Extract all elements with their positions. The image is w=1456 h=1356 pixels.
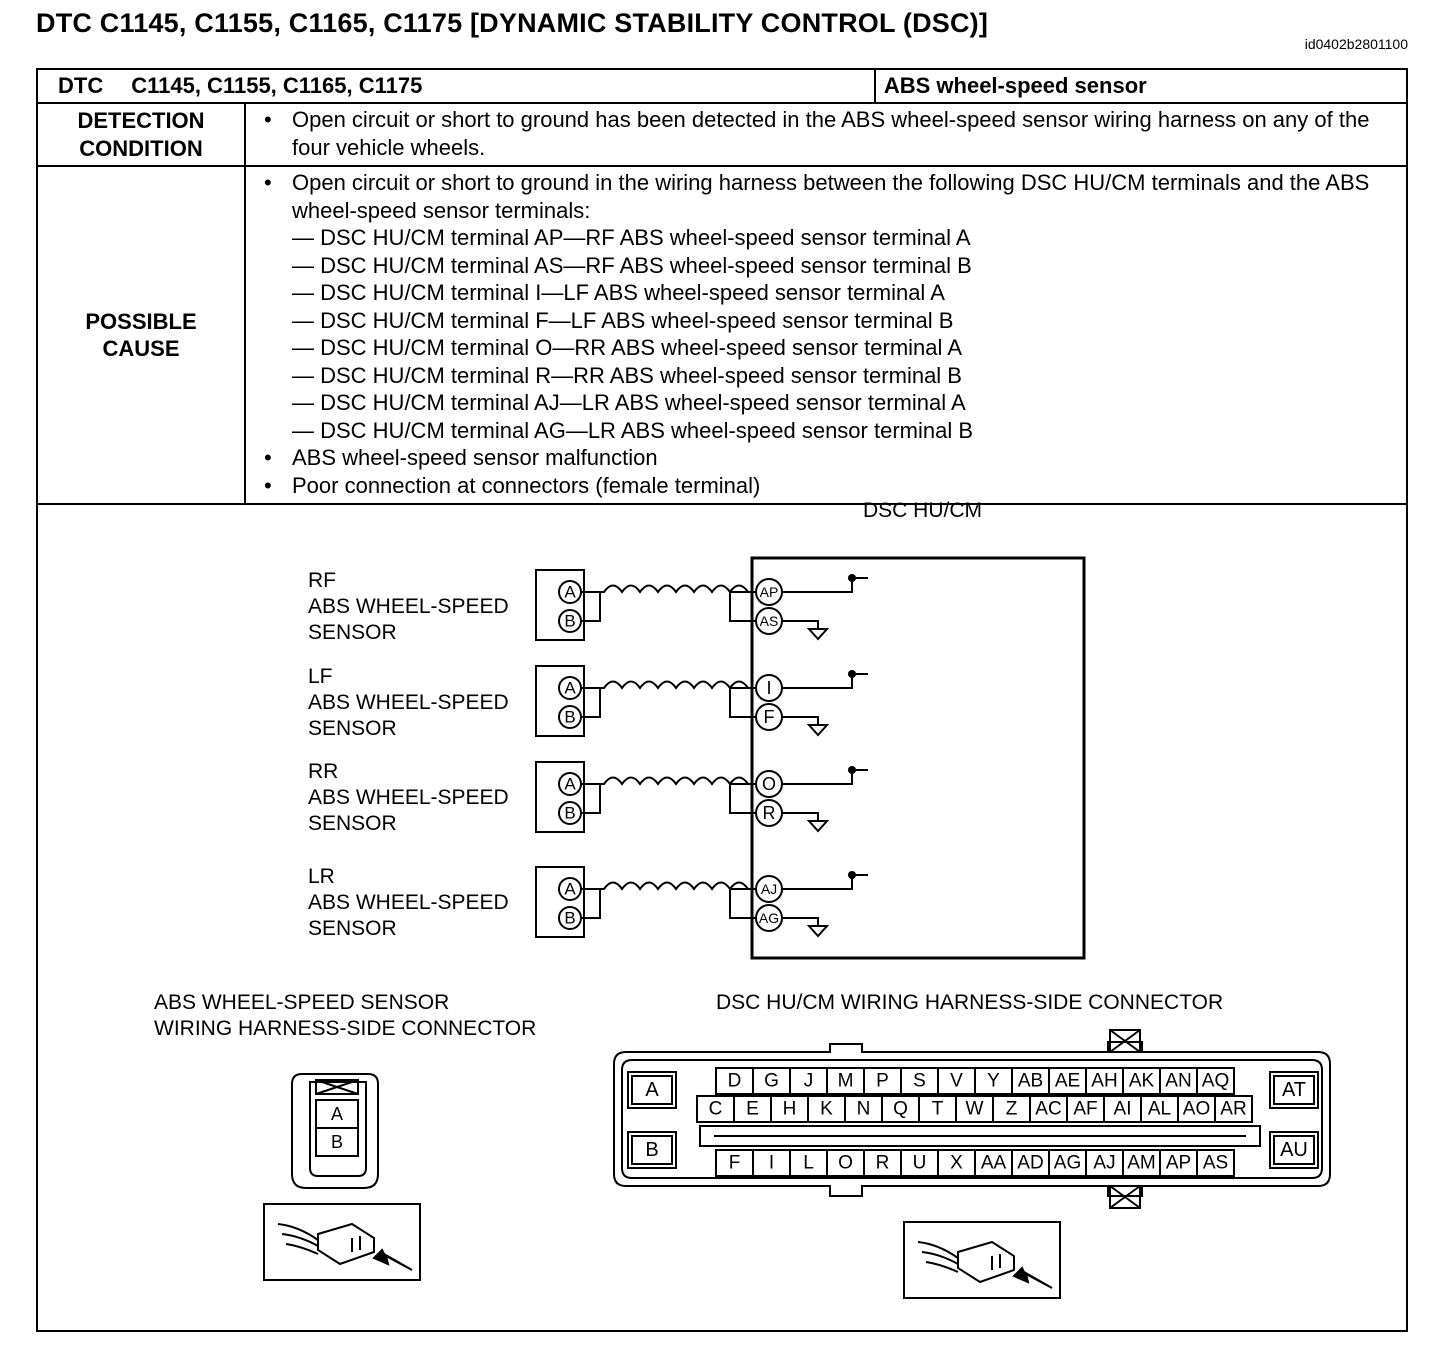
wire-strands-icon — [918, 1242, 958, 1272]
schematic-svg — [38, 506, 1406, 1330]
sensor-type: ABS WHEEL-SPEED — [308, 691, 509, 714]
ground-icon — [809, 926, 827, 936]
module-box — [752, 558, 1084, 958]
sensor-word: SENSOR — [308, 621, 397, 644]
pin-cell-row1-label: S — [913, 1070, 926, 1092]
junction-dot — [848, 766, 856, 774]
twisted-pair-wire — [581, 778, 756, 785]
sensor-type: ABS WHEEL-SPEED — [308, 595, 509, 618]
connector-body-icon — [958, 1242, 1014, 1282]
list-item: — DSC HU/CM terminal AS—RF ABS wheel-speed sensor terminal B — [292, 252, 972, 278]
pin-cell-row1-label: AE — [1054, 1070, 1081, 1092]
pin-cell-row3-label: O — [838, 1152, 853, 1174]
cause-bullet-2: • ABS wheel-speed sensor malfunction — [260, 444, 1396, 472]
sensor-position: RF — [308, 569, 336, 592]
pin-cell-row3-label: AM — [1127, 1152, 1156, 1174]
list-item: — DSC HU/CM terminal R—RR ABS wheel-speed sensor terminal B — [292, 362, 962, 388]
internal-ground-line — [782, 813, 818, 821]
pin-cell-row3-label: F — [728, 1152, 741, 1174]
pin-cell-row2-label: AL — [1147, 1098, 1172, 1120]
pin-cell-row2-label: H — [782, 1098, 797, 1120]
list-item: — DSC HU/CM terminal F—LF ABS wheel-speed sensor terminal B — [292, 307, 954, 333]
detection-label-line2: CONDITION — [79, 135, 203, 161]
sensor-pin-a-label: A — [564, 582, 576, 602]
cause-terminal-list — [292, 224, 1396, 444]
sensor-pin-a-label: A — [564, 678, 576, 698]
module-terminal-a-label: AP — [759, 584, 779, 600]
detection-label-line1: DETECTION — [77, 108, 205, 133]
cause-label-line1: POSSIBLE — [85, 308, 197, 334]
dtc-label: DTC — [58, 73, 104, 98]
internal-ground-line — [782, 621, 818, 629]
sensor-type: ABS WHEEL-SPEED — [308, 891, 509, 914]
cause-label-line2: CAUSE — [102, 336, 180, 361]
document-id: id0402b2801100 — [1304, 36, 1408, 52]
module-terminal-b-label: F — [763, 707, 775, 727]
sensor-pin-b-label: B — [564, 908, 576, 928]
sensor-connector-title-line1: ABS WHEEL-SPEED SENSOR — [154, 991, 450, 1014]
sensor-pin-a-label: A — [564, 879, 576, 899]
sensor-type: ABS WHEEL-SPEED — [308, 786, 509, 809]
pin-cell-row3-label: AP — [1165, 1152, 1192, 1174]
procedure-frame — [36, 68, 1408, 1332]
dtc-name: ABS wheel-speed sensor — [883, 73, 1147, 98]
detection-label — [38, 103, 245, 166]
module-connector-title: DSC HU/CM WIRING HARNESS-SIDE CONNECTOR — [716, 991, 1224, 1014]
pin-cell-row2-label: W — [965, 1098, 984, 1120]
list-item: — DSC HU/CM terminal O—RR ABS wheel-speed sensor terminal A — [292, 335, 962, 360]
sensor-cavity-b-label: B — [330, 1132, 344, 1152]
sensor-position: LR — [308, 865, 335, 888]
ground-icon — [809, 725, 827, 735]
side-terminal-au-label: AU — [1280, 1139, 1308, 1161]
pin-cell-row2-label: N — [856, 1098, 871, 1120]
pin-cell-row3-label: L — [803, 1152, 814, 1174]
pin-cell-row2-label: T — [931, 1098, 944, 1120]
pin-cell-row2-label: K — [820, 1098, 833, 1120]
detection-text: • Open circuit or short to ground has been detected in the ABS wheel-speed sensor wiring harness on any of the four vehicle wheels. — [260, 106, 1396, 161]
pin-cell-row2-label: AR — [1220, 1098, 1247, 1120]
sensor-position: RR — [308, 760, 339, 783]
cause-bullet-3: • Poor connection at connectors (female terminal) — [260, 472, 1396, 500]
cause-intro: • Open circuit or short to ground in the wiring harness between the following DSC HU/CM terminals and the ABS wheel-speed sensor terminals: — [292, 170, 1370, 223]
pin-cell-row1-label: AH — [1091, 1070, 1118, 1092]
pin-cell-row1-label: J — [803, 1070, 814, 1092]
cause-bullet-1 — [260, 169, 1396, 444]
pin-cell-row1-label: G — [764, 1070, 779, 1092]
ground-icon — [809, 821, 827, 831]
list-item: — DSC HU/CM terminal I—LF ABS wheel-speed sensor terminal A — [292, 280, 945, 305]
pin-cell-row1-label: AQ — [1201, 1070, 1230, 1092]
cause-label — [38, 166, 245, 504]
module-label: DSC HU/CM — [863, 499, 982, 522]
dtc-codes: C1145, C1155, C1165, C1175 — [131, 73, 423, 98]
internal-ground-line — [782, 918, 818, 926]
sensor-pin-b-label: B — [564, 707, 576, 727]
view-arrow-icon — [1014, 1268, 1052, 1288]
sensor-cavity-a-label: A — [330, 1104, 344, 1124]
twisted-pair-wire — [581, 586, 756, 593]
detection-content — [245, 103, 1406, 166]
pin-cell-row3-label: AJ — [1093, 1152, 1116, 1174]
module-terminal-b-label: R — [762, 803, 776, 823]
pin-cell-row2-label: AF — [1073, 1098, 1098, 1120]
junction-dot — [848, 574, 856, 582]
list-item: — DSC HU/CM terminal AJ—LR ABS wheel-speed sensor terminal A — [292, 390, 966, 415]
pin-cell-row1-label: AN — [1165, 1070, 1192, 1092]
pin-cell-row2-label: Q — [893, 1098, 908, 1120]
pin-cell-row3-label: AA — [980, 1152, 1007, 1174]
pin-cell-row3-label: X — [950, 1152, 963, 1174]
wiring-diagram — [38, 499, 1406, 1330]
dtc-name-cell — [875, 70, 1406, 103]
side-terminal-at-label: AT — [1281, 1079, 1307, 1101]
pin-cell-row1-label: P — [876, 1070, 889, 1092]
side-terminal-b-label: B — [645, 1139, 659, 1161]
pin-cell-row1-label: M — [837, 1070, 854, 1092]
list-item: — DSC HU/CM terminal AG—LR ABS wheel-speed sensor terminal B — [292, 417, 974, 443]
pin-cell-row2-label: Z — [1005, 1098, 1018, 1120]
pin-cell-row3-label: AG — [1053, 1152, 1082, 1174]
module-terminal-a-label: O — [761, 774, 777, 794]
pin-cell-row1-label: Y — [987, 1070, 1000, 1092]
pin-cell-row1-label: V — [950, 1070, 963, 1092]
pin-cell-row3-label: I — [768, 1152, 775, 1174]
sensor-word: SENSOR — [308, 917, 397, 940]
module-terminal-b-label: AS — [759, 613, 779, 629]
pin-cell-row2-label: E — [746, 1098, 759, 1120]
sensor-pin-b-label: B — [564, 803, 576, 823]
pin-cell-row3-label: AD — [1017, 1152, 1044, 1174]
dtc-header-row — [38, 70, 1406, 103]
pin-cell-row2-label: AO — [1182, 1098, 1211, 1120]
pin-cell-row3-label: U — [912, 1152, 927, 1174]
pin-cell-row2-label: C — [708, 1098, 723, 1120]
page-title: DTC C1145, C1155, C1165, C1175 [DYNAMIC STABILITY CONTROL (DSC)] — [36, 8, 989, 38]
twisted-pair-wire — [581, 682, 756, 689]
twisted-pair-wire — [581, 883, 756, 890]
junction-dot — [848, 670, 856, 678]
sensor-word: SENSOR — [308, 717, 397, 740]
pin-cell-row3-label: AS — [1202, 1152, 1229, 1174]
pin-cell-row2-label: AC — [1035, 1098, 1062, 1120]
sensor-pin-a-label: A — [564, 774, 576, 794]
pin-cell-row1-label: AK — [1128, 1070, 1155, 1092]
wire-strands-icon — [278, 1224, 318, 1254]
dtc-code-cell — [38, 70, 875, 103]
sensor-word: SENSOR — [308, 812, 397, 835]
cause-row — [38, 166, 1406, 504]
module-terminal-b-label: AG — [758, 910, 780, 926]
junction-dot — [848, 871, 856, 879]
internal-ground-line — [782, 717, 818, 725]
pin-cell-row1-label: AB — [1017, 1070, 1044, 1092]
sensor-pin-b-label: B — [564, 611, 576, 631]
module-terminal-a-label: AJ — [760, 881, 778, 897]
sensor-connector-title-line2: WIRING HARNESS-SIDE CONNECTOR — [154, 1017, 537, 1040]
dtc-table — [38, 70, 1406, 505]
view-arrow-icon — [374, 1250, 412, 1270]
list-item: — DSC HU/CM terminal AP—RF ABS wheel-speed sensor terminal A — [292, 225, 971, 250]
module-terminal-a-label: I — [766, 678, 772, 698]
ground-icon — [809, 629, 827, 639]
pin-cell-row3-label: R — [875, 1152, 890, 1174]
pin-cell-row2-label: AI — [1113, 1098, 1132, 1120]
sensor-position: LF — [308, 665, 333, 688]
cause-content — [245, 166, 1406, 504]
pin-cell-row1-label: D — [727, 1070, 742, 1092]
side-terminal-a-label: A — [645, 1079, 659, 1101]
detection-row — [38, 103, 1406, 166]
connector-body-icon — [318, 1224, 374, 1264]
